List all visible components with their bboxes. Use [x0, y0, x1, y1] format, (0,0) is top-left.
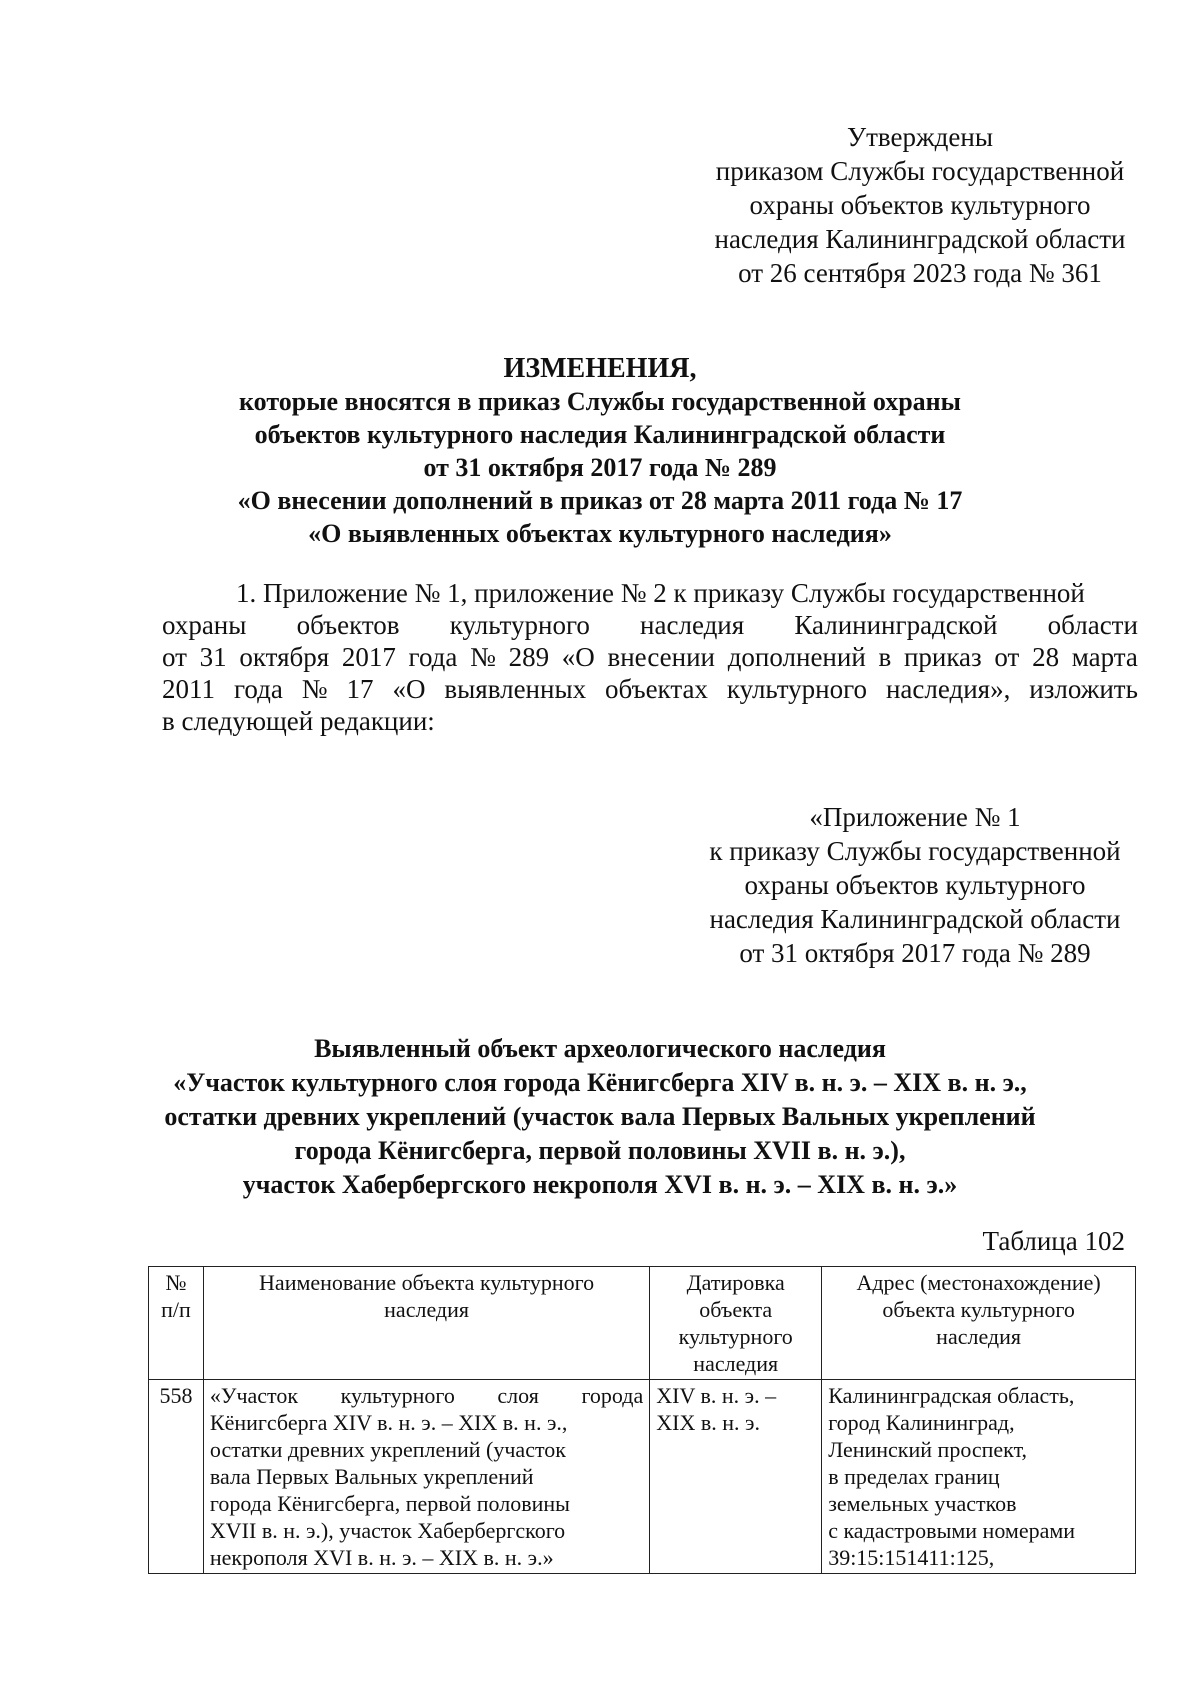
paragraph-word: культурного [449, 610, 590, 640]
table-row [149, 1380, 1136, 1574]
word: «Участок [209, 1383, 299, 1408]
row-address [822, 1380, 1136, 1574]
word: внесении [607, 642, 715, 672]
header-date [650, 1267, 822, 1380]
title-line: от 31 октября 2017 года № 289 [423, 453, 777, 482]
word: культурного [340, 1383, 455, 1408]
appendix-line: охраны объектов культурного [744, 870, 1086, 900]
approval-line: охраны объектов культурного [749, 190, 1091, 220]
row-address-line: город Калининград, [828, 1410, 1015, 1435]
word: года [408, 642, 458, 672]
header-date-line: наследия [693, 1351, 779, 1376]
row-date-line: XIV в. н. э. – [656, 1383, 777, 1408]
header-address-line: наследия [936, 1324, 1022, 1349]
title-line: «О выявленных объектах культурного наследия» [308, 519, 892, 548]
word: выявленных [444, 674, 587, 704]
heritage-table [148, 1266, 1136, 1574]
approval-line: Утверждены [847, 122, 993, 152]
table-header-row [149, 1267, 1136, 1380]
title-line: которые вносятся в приказ Службы государственной охраны [239, 387, 961, 416]
appendix-line: «Приложение № 1 [809, 802, 1021, 832]
title-line: объектов культурного наследия Калининградской области [254, 420, 946, 449]
header-date-line: Датировка [686, 1270, 785, 1295]
paragraph-word: наследия [640, 610, 745, 640]
row-name [203, 1380, 649, 1574]
title-main: ИЗМЕНЕНИЯ, [503, 353, 697, 384]
word: октября [239, 642, 330, 672]
word: 2017 [341, 642, 396, 672]
paragraph-word: объектов [296, 610, 400, 640]
row-name-line: Кёнигсберга XIV в. н. э. – XIX в. н. э., [209, 1410, 568, 1435]
row-address-line: 39:15:151411:125, [828, 1545, 995, 1570]
appendix-line: наследия Калининградской области [709, 904, 1121, 934]
paragraph-word: области [1047, 610, 1138, 640]
row-address-line: Ленинский проспект, [828, 1437, 1028, 1462]
header-address [822, 1267, 1136, 1380]
header-num [149, 1267, 204, 1380]
row-name-line: остатки древних укреплений (участок [209, 1437, 566, 1462]
row-address-line: в пределах границ [828, 1464, 1000, 1489]
approval-line: от 26 сентября 2023 года № 361 [738, 258, 1102, 288]
row-name-line: вала Первых Вальных укреплений [209, 1464, 534, 1489]
paragraph-word: Калининградской [794, 610, 998, 640]
word: объектах [605, 674, 708, 704]
word: 2011 [162, 674, 215, 704]
object-heading [140, 1032, 1060, 1202]
header-num-line: п/п [161, 1297, 191, 1322]
word: дополнений [727, 642, 866, 672]
appendix-block [685, 800, 1145, 970]
word: 17 [346, 674, 374, 704]
heading-line: участок Хабербергского некрополя XVI в. н. э. – XIX в. н. э.» [242, 1170, 958, 1199]
paragraph-line: 1. Приложение № 1, приложение № 2 к приказу Службы государственной [236, 578, 1085, 608]
word: «О [392, 674, 426, 704]
row-address-line: земельных участков [828, 1491, 1017, 1516]
paragraph-line [162, 641, 1138, 673]
word: № [470, 642, 496, 672]
word: города [581, 1383, 644, 1408]
row-address-line: Калининградская область, [828, 1383, 1075, 1408]
word: года [233, 674, 283, 704]
word: «О [561, 642, 595, 672]
paragraph-line [162, 673, 1138, 705]
word: культурного [726, 674, 867, 704]
heading-line: Выявленный объект археологического наследия [314, 1034, 886, 1063]
approval-line: приказом Службы государственной [715, 156, 1125, 186]
row-address-line: с кадастровыми номерами [828, 1518, 1076, 1543]
paragraph-line-justified [162, 609, 1138, 641]
row-name-line: города Кёнигсберга, первой половины [209, 1491, 570, 1516]
header-address-line: Адрес (местонахождение) [856, 1270, 1101, 1295]
title-line: «О внесении дополнений в приказ от 28 марта 2011 года № 17 [237, 486, 963, 515]
appendix-line: к приказу Службы государственной [709, 836, 1121, 866]
header-date-line: культурного [678, 1324, 793, 1349]
header-name-line: Наименование объекта культурного [259, 1270, 595, 1295]
word: от [994, 642, 1020, 672]
row-num: 558 [149, 1380, 204, 1574]
heading-line: остатки древних укреплений (участок вала Первых Вальных укреплений [164, 1102, 1036, 1131]
header-num-line: № [165, 1270, 187, 1295]
document-title [150, 352, 1050, 550]
word: приказ [903, 642, 982, 672]
table-label: Таблица 102 [982, 1226, 1125, 1256]
word: 31 [199, 642, 227, 672]
row-date-line: XIX в. н. э. [656, 1410, 760, 1435]
word: от [162, 642, 187, 672]
word: 289 [508, 642, 550, 672]
word: изложить [1029, 674, 1138, 704]
word: в [878, 642, 892, 672]
row-date [650, 1380, 822, 1574]
word: слоя [497, 1383, 539, 1408]
word: марта [1071, 642, 1138, 672]
word: № [301, 674, 328, 704]
approval-line: наследия Калининградской области [714, 224, 1126, 254]
heading-line: города Кёнигсберга, первой половины XVII в. н. э.), [294, 1136, 906, 1165]
heading-line: «Участок культурного слоя города Кёнигсберга XIV в. н. э. – XIX в. н. э., [173, 1068, 1027, 1097]
row-name-line [210, 1382, 643, 1409]
header-name [203, 1267, 649, 1380]
word: наследия», [885, 674, 1011, 704]
header-name-line: наследия [384, 1297, 469, 1322]
header-address-line: объекта культурного [882, 1297, 1075, 1322]
appendix-line: от 31 октября 2017 года № 289 [739, 938, 1091, 968]
approval-block [690, 120, 1150, 290]
body-paragraph [162, 577, 1138, 737]
word: 28 [1032, 642, 1060, 672]
row-name-line: XVII в. н. э.), участок Хабербергского [209, 1518, 566, 1543]
row-name-line: некрополя XVI в. н. э. – XIX в. н. э.» [209, 1545, 554, 1570]
paragraph-word: охраны [162, 610, 247, 640]
paragraph-line: в следующей редакции: [162, 706, 435, 736]
header-date-line: объекта [699, 1297, 773, 1322]
